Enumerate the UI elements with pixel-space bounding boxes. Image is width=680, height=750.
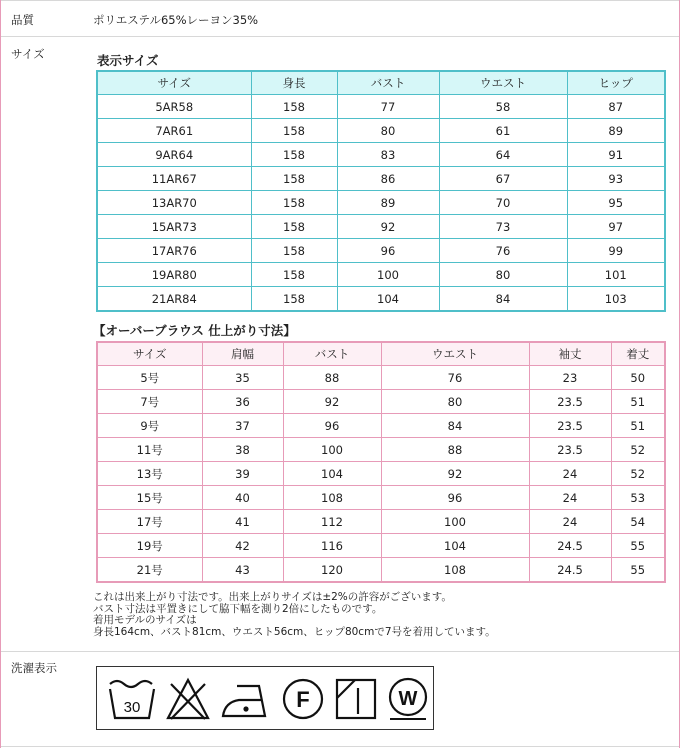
table-cell: 24 [529,486,611,510]
table-cell: 53 [611,486,665,510]
table-row [97,239,665,263]
table-cell: 21号 [97,558,202,583]
material-label: 品質 [11,13,34,27]
divider-care [1,651,679,652]
table-cell: 13号 [97,462,202,486]
table-cell: 158 [251,167,337,191]
table-cell: 52 [611,462,665,486]
table-row [97,143,665,167]
table-cell: 89 [337,191,439,215]
table-cell: 38 [202,438,283,462]
table-cell: 101 [567,263,665,287]
table-cell: 24.5 [529,558,611,583]
table-cell: 158 [251,215,337,239]
table-cell: 61 [439,119,567,143]
table-cell: 64 [439,143,567,167]
table-cell: 7号 [97,390,202,414]
table-cell: 36 [202,390,283,414]
table-cell: 80 [381,390,529,414]
table-cell: 58 [439,95,567,119]
table-row [97,95,665,119]
table-cell: 15号 [97,486,202,510]
table-cell: 50 [611,366,665,390]
table-cell: 11AR67 [97,167,251,191]
table-cell: 86 [337,167,439,191]
table-cell: 17AR76 [97,239,251,263]
table-cell: 9AR64 [97,143,251,167]
note-line: 着用モデルのサイズは [93,614,197,626]
table-cell: 24 [529,462,611,486]
table-cell: 112 [283,510,381,534]
table-cell: 89 [567,119,665,143]
table-cell: 24.5 [529,534,611,558]
table-cell: 21AR84 [97,287,251,312]
column-header: バスト [283,342,381,366]
table-cell: 13AR70 [97,191,251,215]
dry-clean-f-icon [280,676,326,722]
table-row [97,119,665,143]
table-cell: 158 [251,143,337,167]
size-table-title: 表示サイズ [97,53,159,68]
table-cell: 51 [611,414,665,438]
table-cell: 43 [202,558,283,583]
table-cell: 55 [611,534,665,558]
table-cell: 88 [381,438,529,462]
table-row [97,287,665,312]
table-cell: 9号 [97,414,202,438]
table-cell: 52 [611,438,665,462]
table-cell: 100 [337,263,439,287]
table-cell: 80 [337,119,439,143]
table-row [97,263,665,287]
table-row [97,438,665,462]
table-row [97,558,665,583]
table-cell: 158 [251,119,337,143]
table-cell: 84 [439,287,567,312]
bottom-border [1,746,679,747]
table-cell: 83 [337,143,439,167]
table-cell: 70 [439,191,567,215]
care-symbols-box [96,666,434,730]
table-cell: 17号 [97,510,202,534]
note-line: 身長164cm、バスト81cm、ウエスト56cm、ヒップ80cmで7号を着用しています。 [93,625,496,638]
table-cell: 40 [202,486,283,510]
column-header: ヒップ [567,71,665,95]
table-cell: 84 [381,414,529,438]
column-header: サイズ [97,71,251,95]
top-border [1,0,679,1]
table-cell: 120 [283,558,381,583]
table-cell: 93 [567,167,665,191]
table-cell: 5号 [97,366,202,390]
iron-low-icon [219,676,273,722]
table-cell: 158 [251,287,337,312]
dry-clean-letter: F [296,687,310,712]
note-line: バスト寸法は平置きにして脇下幅を測り2倍にしたものです。 [93,602,383,615]
table-cell: 91 [567,143,665,167]
table-cell: 104 [337,287,439,312]
table-cell: 92 [283,390,381,414]
table-cell: 80 [439,263,567,287]
table-cell: 23.5 [529,438,611,462]
table-cell: 11号 [97,438,202,462]
table-cell: 23 [529,366,611,390]
table-cell: 158 [251,239,337,263]
wash-temperature: 30 [123,699,141,716]
line-dry-shade-icon [333,676,379,722]
divider-material [1,36,679,37]
table-cell: 24 [529,510,611,534]
column-header: ウエスト [381,342,529,366]
table-cell: 73 [439,215,567,239]
table-row [97,167,665,191]
care-label: 洗濯表示 [11,661,57,675]
column-header: 肩幅 [202,342,283,366]
wet-clean-letter: W [398,688,418,710]
table-cell: 104 [381,534,529,558]
table-cell: 76 [439,239,567,263]
table-cell: 108 [381,558,529,583]
table-cell: 7AR61 [97,119,251,143]
table-cell: 87 [567,95,665,119]
table-cell: 51 [611,390,665,414]
table-row [97,486,665,510]
table-cell: 158 [251,95,337,119]
no-bleach-icon [165,676,211,722]
note-line: これは出来上がり寸法です。出来上がりサイズは±2%の許容がございます。 [93,591,452,603]
table-cell: 41 [202,510,283,534]
size-table-header-row [97,71,665,95]
table-cell: 15AR73 [97,215,251,239]
table-cell: 95 [567,191,665,215]
size-section-label: サイズ [11,47,45,61]
table-cell: 92 [381,462,529,486]
table-cell: 42 [202,534,283,558]
table-cell: 23.5 [529,390,611,414]
table-cell: 19号 [97,534,202,558]
table-row [97,215,665,239]
table-cell: 158 [251,263,337,287]
table-cell: 96 [283,414,381,438]
column-header: 身長 [251,71,337,95]
table-row [97,510,665,534]
table-cell: 96 [381,486,529,510]
table-row [97,366,665,390]
table-row [97,414,665,438]
table-row [97,390,665,414]
table-cell: 92 [337,215,439,239]
table-cell: 77 [337,95,439,119]
table-cell: 55 [611,558,665,583]
column-header: 袖丈 [529,342,611,366]
table-cell: 88 [283,366,381,390]
table-cell: 35 [202,366,283,390]
table-cell: 103 [567,287,665,312]
table-cell: 97 [567,215,665,239]
blouse-table [96,341,666,583]
table-cell: 158 [251,191,337,215]
table-cell: 96 [337,239,439,263]
table-cell: 37 [202,414,283,438]
table-cell: 99 [567,239,665,263]
wet-clean-icon [385,676,431,722]
blouse-table-title: 【オーバーブラウス 仕上がり寸法】 [93,323,296,338]
table-cell: 39 [202,462,283,486]
table-row [97,191,665,215]
table-cell: 104 [283,462,381,486]
table-cell: 100 [381,510,529,534]
wash-30-icon [107,676,157,722]
table-cell: 5AR58 [97,95,251,119]
table-row [97,462,665,486]
table-row [97,534,665,558]
column-header: ウエスト [439,71,567,95]
column-header: 着丈 [611,342,665,366]
table-cell: 67 [439,167,567,191]
size-table [96,70,666,312]
table-cell: 19AR80 [97,263,251,287]
table-cell: 23.5 [529,414,611,438]
blouse-table-header-row [97,342,665,366]
size-notes [93,592,496,638]
table-cell: 76 [381,366,529,390]
material-value: ポリエステル65%レーヨン35% [93,13,259,27]
table-cell: 108 [283,486,381,510]
column-header: バスト [337,71,439,95]
table-cell: 100 [283,438,381,462]
table-cell: 54 [611,510,665,534]
column-header: サイズ [97,342,202,366]
table-cell: 116 [283,534,381,558]
